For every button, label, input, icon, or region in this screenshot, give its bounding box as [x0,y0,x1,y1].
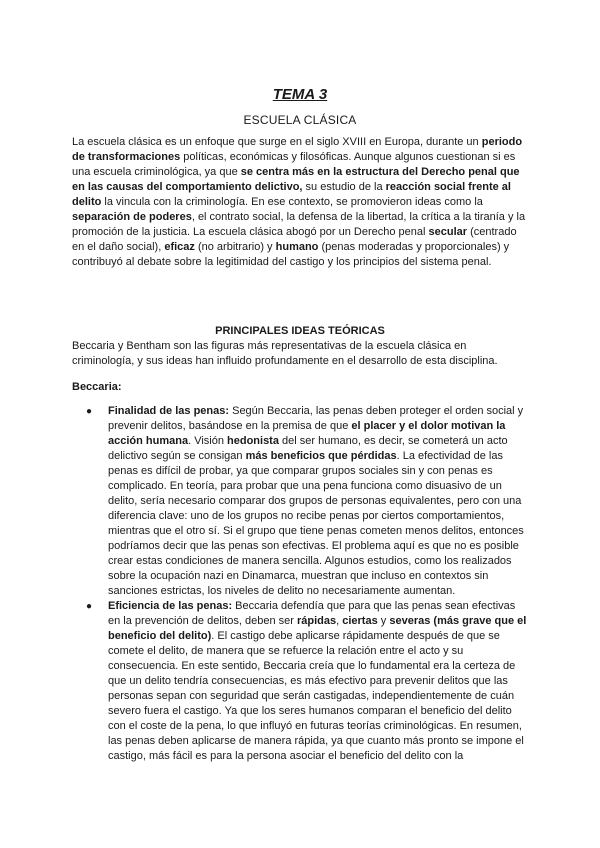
document-title: TEMA 3 [272,86,328,103]
bold-text: hedonista [227,435,279,447]
bullet-icon: ● [86,601,93,612]
list-item [72,404,530,599]
section-heading: PRINCIPALES IDEAS TEÓRICAS [215,325,385,337]
bold-text: Finalidad de las penas: [108,405,230,417]
bold-text: reacción social frente al delito [72,181,511,208]
bold-text: secular [428,226,468,238]
bullet-icon: ● [86,406,93,417]
bold-text: severas [389,615,431,627]
bold-text: ciertas [342,615,378,627]
point-eficiencia-text: Eficiencia de las penas: Beccaria defendía que para que las penas sean efectivas en la prevención de delitos, deben ser rápidas, ciertas y severas (más grave que el beneficio del delito). El castigo debe aplicarse rápidamente después de que se comete el delito, de manera que se refuerce la relación entre el acto y su consecuencia. En este sentido, Beccaria creía que lo fundamental era la certeza de que un delito tendría consecuencias, es más efectivo para prevenir delitos que las personas sepan con seguridad que serán castigadas, independientemente de cuán severo fuera el castigo. Ya que los seres humanos comparan el beneficio del delito con el coste de la pena, lo que influyó en futuras teorías criminológicas. En resumen, las penas deben aplicarse de manera rápida, ya que cuanto más pronto se impone el castigo, más fácil es para la persona asociar el beneficio del delito con la [108,600,527,762]
bold-text: se centra más en la estructura del Derecho penal que en las causas del comportamiento delictivo, [72,166,520,193]
bold-text: (más grave que el beneficio del delito) [108,615,527,642]
bold-text: eficaz [164,241,195,253]
bold-text: separación de poderes [72,211,192,223]
beccaria-points-list [72,404,530,764]
document-subtitle: ESCUELA CLÁSICA [243,113,357,127]
intro-paragraph: La escuela clásica es un enfoque que surge en el siglo XVIII en Europa, durante un periodo de transformaciones políticas, económicas y filosóficas. Aunque algunos cuestionan si es una escuela criminológica, ya que se centra más en la estructura del Derecho penal que en las causas del comportamiento delictivo, su estudio de la reacción social frente al delito la vincula con la criminología. En ese contexto, se promovieron ideas como la separación de poderes, el contrato social, la defensa de la libertad, la crítica a la tiranía y la promoción de la justicia. La escuela clásica abogó por un Derecho penal secular (centrado en el daño social), eficaz (no arbitrario) y humano (penas moderadas y proporcionales) y contribuyó al debate sobre la legitimidad del castigo y los principios del sistema penal. [72,136,526,268]
bold-text: periodo de transformaciones [72,136,523,163]
point-finalidad-text: Finalidad de las penas: Según Beccaria, las penas deben proteger el orden social y prevenir delitos, basándose en la premisa de que el placer y el dolor motivan la acción humana. Visión hedonista del ser humano, es decir, se cometerá un acto delictivo según se consigan más beneficios que pérdidas. La efectividad de las penas es difícil de probar, ya que comparar grupos sociales sin y con penas es complicado. En teoría, para probar que una pena funciona como disuasivo de un delito, sería necesario comparar dos grupos de personas equivalentes, pero con una diferencia clave: uno de los grupos no recibe penas por ciertos comportamientos, mientras que el otro sí. Si el grupo que tiene penas cometen menos delitos, entonces podríamos decir que las penas son efectivas. El problema aquí es que no es posible crear estas condiciones de manera sencilla. Algunos estudios, como los realizados sobre la ocupación nazi en Dinamarca, muestran que incluso en contextos sin sanciones estrictas, los niveles de delito no necesariamente aumentan. [108,405,524,597]
bold-text: más beneficios que pérdidas [245,450,397,462]
bold-text: el placer y el dolor motivan la acción humana [108,420,506,447]
bold-text: humano [275,241,319,253]
list-item [72,599,530,764]
bold-text: rápidas [296,615,337,627]
beccaria-heading: Beccaria: [72,381,122,393]
bold-text: Eficiencia de las penas: [108,600,233,612]
section-intro-paragraph: Beccaria y Bentham son las figuras más representativas de la escuela clásica en criminología, y sus ideas han influido profundamente en el desarrollo de esta disciplina. [72,340,498,367]
